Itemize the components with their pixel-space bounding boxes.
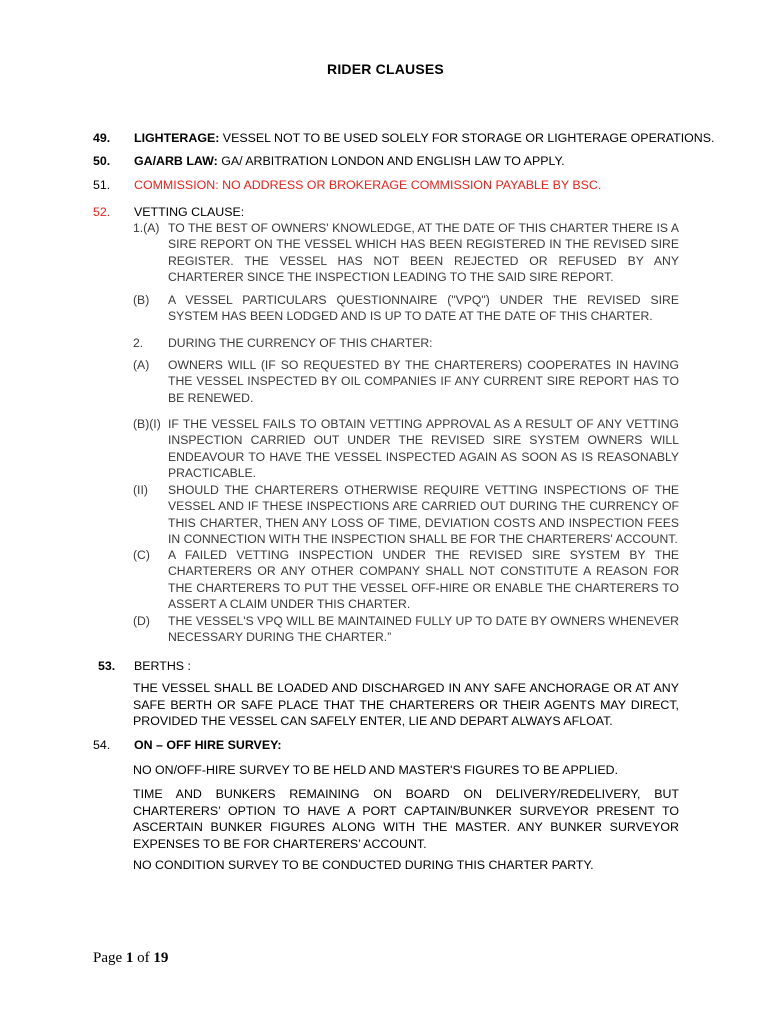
item-label: (C) (133, 548, 150, 562)
clause-text: COMMISSION: NO ADDRESS OR BROKERAGE COMMISSION PAYABLE BY BSC. (134, 178, 602, 192)
clause-heading: GA/ARB LAW: (134, 154, 218, 168)
berths-text: THE VESSEL SHALL BE LOADED AND DISCHARGED IN ANY SAFE ANCHORAGE OR AT ANY SAFE BERTH OR SAFE PLACE THAT THE CHARTERERS OR THEIR AGENTS MAY DIRECT, PROVIDED THE VESSEL CAN SAFELY ENTER, LIE AND DEPART ALWAYS AFLOAT. (133, 681, 679, 728)
item-label: (B)(I) (133, 417, 161, 431)
clause-number: 51. (93, 178, 111, 192)
item-label: (A) (133, 358, 150, 372)
item-label: (B) (133, 293, 150, 307)
clause-heading: LIGHTERAGE: (134, 131, 220, 145)
survey-para-1: NO ON/OFF-HIRE SURVEY TO BE HELD AND MASTER'S FIGURES TO BE APPLIED. (133, 763, 619, 777)
survey-para-2: TIME AND BUNKERS REMAINING ON BOARD ON DELIVERY/REDELIVERY, BUT CHARTERERS’ OPTION TO HAVE A PORT CAPTAIN/BUNKER SURVEYOR PRESENT TO ASCERTAIN BUNKER FIGURES ALONG WITH THE MASTER. ANY BUNKER SURVEYOR EXPENSES TO BE FOR CHARTERERS’ ACCOUNT. (133, 787, 679, 851)
item-text: SHOULD THE CHARTERERS OTHERWISE REQUIRE VETTING INSPECTIONS OF THE VESSEL AND IF THESE INSPECTIONS ARE CARRIED OUT DURING THE CURRENCY OF THIS CHARTER, THEN ANY LOSS OF TIME, DEVIATION COSTS AND INSPECTION FEES IN CONNECTION WITH THE INSPECTION SHALL BE FOR THE CHARTERERS' ACCOUNT. (168, 483, 679, 547)
item-label: 1.(A) (133, 221, 160, 235)
clause-text: GA/ ARBITRATION LONDON AND ENGLISH LAW TO APPLY. (217, 154, 565, 168)
clause-number: 50. (93, 154, 111, 168)
item-text: DURING THE CURRENCY OF THIS CHARTER: (168, 336, 433, 350)
item-text: OWNERS WILL (IF SO REQUESTED BY THE CHARTERERS) COOPERATES IN HAVING THE VESSEL INSPECTED BY OIL COMPANIES IF ANY CURRENT SIRE REPORT HAS TO BE RENEWED. (168, 358, 679, 405)
clause-number: 52. (93, 205, 111, 219)
item-text: A FAILED VETTING INSPECTION UNDER THE REVISED SIRE SYSTEM BY THE CHARTERERS OR ANY OTHER COMPANY SHALL NOT CONSTITUTE A REASON FOR THE CHARTERERS TO PUT THE VESSEL OFF-HIRE OR ENABLE THE CHARTERERS TO ASSERT A CLAIM UNDER THIS CHARTER. (168, 548, 679, 612)
page-title: RIDER CLAUSES (327, 61, 444, 77)
page-total: 19 (153, 950, 169, 966)
page-footer (93, 950, 168, 967)
clause-heading: BERTHS : (134, 659, 191, 673)
survey-para-3: NO CONDITION SURVEY TO BE CONDUCTED DURING THIS CHARTER PARTY. (133, 858, 594, 872)
item-label: (D) (133, 614, 150, 628)
clause-number: 49. (93, 131, 111, 145)
page-word: Page (93, 950, 123, 966)
clause-number: 53. (98, 659, 116, 673)
item-text: TO THE BEST OF OWNERS' KNOWLEDGE, AT THE DATE OF THIS CHARTER THERE IS A SIRE REPORT ON THE VESSEL WHICH HAS BEEN REGISTERED IN THE REVISED SIRE REGISTER. THE VESSEL HAS NOT BEEN REJECTED OR REFUSED BY ANY CHARTERER SINCE THE INSPECTION LEADING TO THE SAID SIRE REPORT. (168, 221, 679, 285)
clause-heading: ON – OFF HIRE SURVEY: (134, 738, 282, 752)
page-number: 1 (125, 950, 134, 966)
of-word: of (137, 950, 150, 966)
clause-text: VESSEL NOT TO BE USED SOLELY FOR STORAGE OR LIGHTERAGE OPERATIONS. (219, 131, 715, 145)
clause-heading: VETTING CLAUSE: (134, 205, 245, 219)
item-text: IF THE VESSEL FAILS TO OBTAIN VETTING APPROVAL AS A RESULT OF ANY VETTING INSPECTION CARRIED OUT UNDER THE REVISED SIRE SYSTEM OWNERS WILL ENDEAVOUR TO HAVE THE VESSEL INSPECTED AGAIN AS SOON AS IS REASONABLY PRACTICABLE. (168, 417, 679, 481)
item-label: 2. (133, 336, 144, 350)
item-label: (II) (133, 483, 148, 497)
item-text: THE VESSEL'S VPQ WILL BE MAINTAINED FULLY UP TO DATE BY OWNERS WHENEVER NECESSARY DURING THE CHARTER.” (168, 614, 679, 645)
item-text: A VESSEL PARTICULARS QUESTIONNAIRE ("VPQ") UNDER THE REVISED SIRE SYSTEM HAS BEEN LODGED AND IS UP TO DATE AT THE DATE OF THIS CHARTER. (168, 293, 679, 324)
clause-number: 54. (93, 738, 111, 752)
